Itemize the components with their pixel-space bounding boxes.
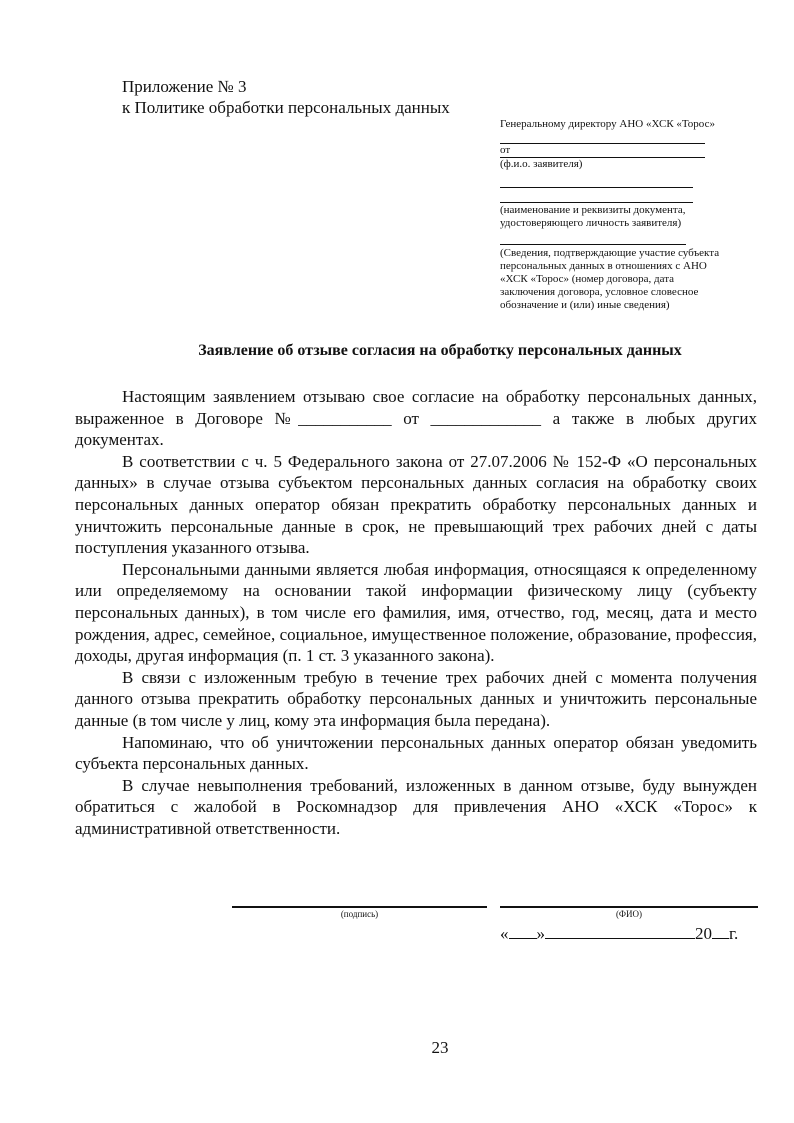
blank-line [500, 202, 693, 203]
year-blank [712, 924, 729, 939]
from-label: от [500, 144, 511, 156]
quote-open: « [500, 924, 509, 943]
name-line [500, 906, 758, 919]
document-title: Заявление об отзыве согласия на обработку персональных данных [198, 342, 682, 359]
info-caption-line: «ХСК «Торос» (номер договора, дата [500, 273, 675, 285]
paragraph: В соответствии с ч. 5 Федерального закона от 27.07.2006 № 152-Ф «О персональных данных» в случае отзыва субъектом персональных данных согласия на обработку своих персональных данных оператор обязан прекратить обработку персональных данных и уничтожить персональные данные в срок, не превышающий трех рабочих дней с даты поступления указанного отзыва. [75, 451, 757, 558]
day-blank [509, 924, 537, 939]
paragraph: В связи с изложенным требую в течение трех рабочих дней с момента получения данного отзыва прекратить обработку персональных данных и уничтожить персональные данные (в том числе у лиц, кому эта информация была передана). [75, 667, 757, 730]
addressee-to: Генеральному директору АНО «ХСК «Торос» [500, 118, 715, 130]
year-prefix: 20 [695, 924, 712, 943]
signature-line [232, 906, 487, 919]
from-field [500, 144, 705, 158]
paragraph: Персональными данными является любая информация, относящаяся к определенному или определяемому на основании такой информации физическому лицу (субъекту персональных данных), в том числе его фамилия, имя, отчество, год, месяц, дата и место рождения, адрес, семейное, социальное, имущественное положение, образование, профессия, доходы, другая информация (п. 1 ст. 3 указанного закона). [75, 559, 757, 666]
name-caption: (ФИО) [615, 909, 643, 919]
paragraph: Напоминаю, что об уничтожении персональных данных оператор обязан уведомить субъекта персональных данных. [75, 732, 757, 774]
blank-line [500, 187, 693, 188]
info-caption-line: (Сведения, подтверждающие участие субъекта [500, 247, 720, 259]
info-caption-line: обозначение и (или) иные сведения) [500, 299, 670, 311]
id-caption-1: (наименование и реквизиты документа, [500, 204, 686, 216]
info-caption-line: персональных данных в отношениях с АНО [500, 260, 707, 272]
paragraph: В случае невыполнения требований, изложенных в данном отзыве, буду вынужден обратиться с жалобой в Роскомнадзор для привлечения АНО «ХСК «Торос» к административной ответственности. [75, 775, 757, 838]
date-line [500, 924, 760, 944]
applicant-caption: (ф.и.о. заявителя) [500, 158, 583, 170]
month-blank [545, 924, 695, 939]
id-caption-2: удостоверяющего личность заявителя) [500, 217, 682, 229]
paragraph: Настоящим заявлением отзываю свое согласие на обработку персональных данных, выраженное в Договоре №___________ от _____________ а также в любых других документах. [75, 387, 757, 450]
appendix-policy: к Политике обработки персональных данных [122, 98, 450, 117]
appendix-number: Приложение № 3 [122, 77, 247, 96]
info-caption-line: заключения договора, условное словесное [500, 286, 699, 298]
document-body [75, 386, 757, 839]
quote-close: » [536, 924, 545, 943]
year-suffix: г. [729, 924, 739, 943]
addressee-block [500, 118, 765, 312]
appendix-header [122, 76, 450, 118]
signature-caption: (подпись) [340, 909, 379, 919]
page-number: 23 [431, 1038, 449, 1057]
blank-line [500, 244, 686, 245]
